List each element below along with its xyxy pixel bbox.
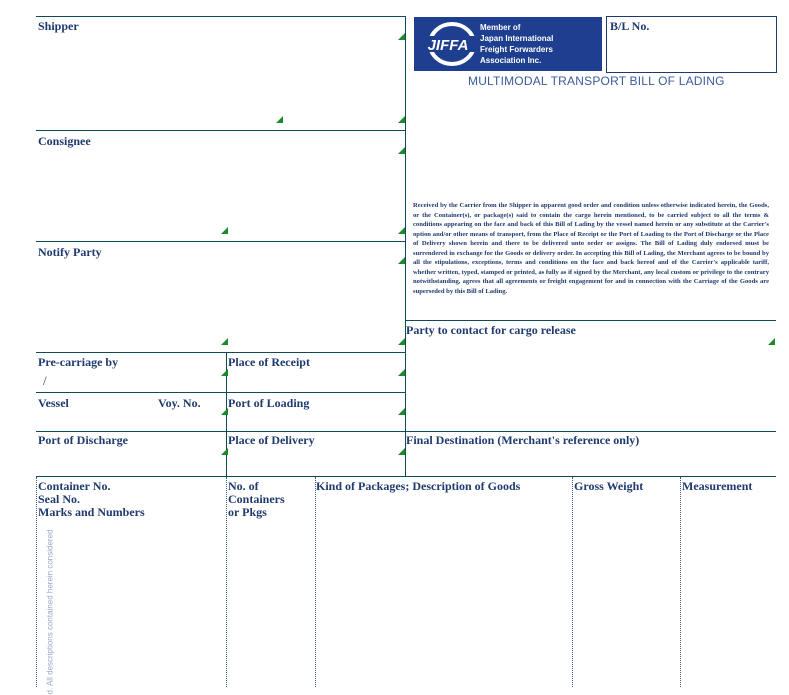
terms-paragraph: Received by the Carrier from the Shipper in apparent good order and condition unless otherwise indicated herein, the Goods, or the Container(s), or package(s) said to contain the cargo herein mentioned, to be carried subject to all the terms & conditions appearing on the face and back of this Bill of Lading by the vessel named herein or any substitute at the Carrier's option and/or other means of transport, from the Place of Receipt or the Port of Loading to the Port of Discharge or the Place of Delivery shown herein and there to be delivered unto order or assigns. The Bill of Lading duly endorsed must be surrendered in exchange for the Goods or delivery order. In accepting this Bill of Lading, the Merchant agrees to be bound by all the stipulations, exceptions, terms and conditions on the face and back hereof and of the Carrier's applicable tariff, whether written, typed, stamped or printed, as fully as if signed by the Merchant, any local custom or privilege to the contrary notwithstanding, agrees that all agreements or freight engagement for and in connection with the Carriage of the Goods are superseded by this Bill of Lading. <box>413 202 769 295</box>
divider <box>36 352 405 353</box>
field-marker-icon[interactable] <box>398 147 405 154</box>
logo-line: Member of <box>480 23 521 32</box>
side-note: d. All descriptions contained herein considered <box>45 529 55 695</box>
divider <box>36 431 776 432</box>
jiffa-emblem-icon <box>414 17 480 71</box>
consignee-label: Consignee <box>38 134 91 148</box>
field-marker-icon[interactable] <box>221 369 228 376</box>
field-marker-icon[interactable] <box>398 369 405 376</box>
column-divider <box>226 477 227 687</box>
header-kind-of-packages: Kind of Packages; Description of Goods <box>316 479 521 493</box>
divider <box>405 16 406 477</box>
place-of-delivery-label: Place of Delivery <box>228 433 315 447</box>
field-marker-icon[interactable] <box>398 408 405 415</box>
field-marker-icon[interactable] <box>768 338 775 345</box>
field-marker-icon[interactable] <box>221 227 228 234</box>
pre-carriage-label: Pre-carriage by <box>38 355 119 369</box>
logo-line: Japan International <box>480 34 554 43</box>
divider <box>405 320 776 321</box>
header-seal-no: Seal No. <box>38 492 80 506</box>
pre-carriage-value[interactable]: / <box>43 373 47 388</box>
field-marker-icon[interactable] <box>221 448 228 455</box>
header-containers: Containers <box>228 492 285 506</box>
field-marker-icon[interactable] <box>398 257 405 264</box>
header-container-no: Container No. <box>38 479 111 493</box>
field-marker-icon[interactable] <box>221 338 228 345</box>
document-title: MULTIMODAL TRANSPORT BILL OF LADING <box>468 74 725 88</box>
header-measurement: Measurement <box>682 479 753 493</box>
shipper-label: Shipper <box>38 19 79 33</box>
logo-line: Association Inc. <box>480 56 542 65</box>
party-to-contact-label: Party to contact for cargo release <box>406 323 576 337</box>
logo-line: Freight Forwarders <box>480 45 553 54</box>
place-of-receipt-label: Place of Receipt <box>228 355 310 369</box>
bl-no-label: B/L No. <box>610 19 650 33</box>
header-or-pkgs: or Pkgs <box>228 505 267 519</box>
column-divider <box>572 477 573 687</box>
final-destination-label: Final Destination (Merchant's reference only) <box>406 433 640 447</box>
field-marker-icon[interactable] <box>398 448 405 455</box>
header-no-of: No. of <box>228 479 259 493</box>
divider <box>36 392 405 393</box>
vessel-label: Vessel <box>38 396 69 410</box>
svg-text:JIFFA: JIFFA <box>427 37 469 54</box>
field-marker-icon[interactable] <box>398 33 405 40</box>
field-marker-icon[interactable] <box>276 116 283 123</box>
column-divider <box>680 477 681 687</box>
divider <box>36 476 776 477</box>
field-marker-icon[interactable] <box>398 338 405 345</box>
logo-caption <box>480 22 553 66</box>
jiffa-logo <box>414 17 602 71</box>
column-divider <box>315 477 316 687</box>
field-marker-icon[interactable] <box>398 227 405 234</box>
notify-party-label: Notify Party <box>38 245 102 259</box>
divider <box>36 130 405 131</box>
field-marker-icon[interactable] <box>398 116 405 123</box>
port-of-discharge-label: Port of Discharge <box>38 433 128 447</box>
divider <box>36 241 405 242</box>
header-gross-weight: Gross Weight <box>574 479 644 493</box>
voy-no-label: Voy. No. <box>158 396 201 410</box>
divider <box>36 16 405 17</box>
port-of-loading-label: Port of Loading <box>228 396 310 410</box>
header-marks-numbers: Marks and Numbers <box>38 505 145 519</box>
column-divider <box>36 477 37 687</box>
field-marker-icon[interactable] <box>221 408 228 415</box>
